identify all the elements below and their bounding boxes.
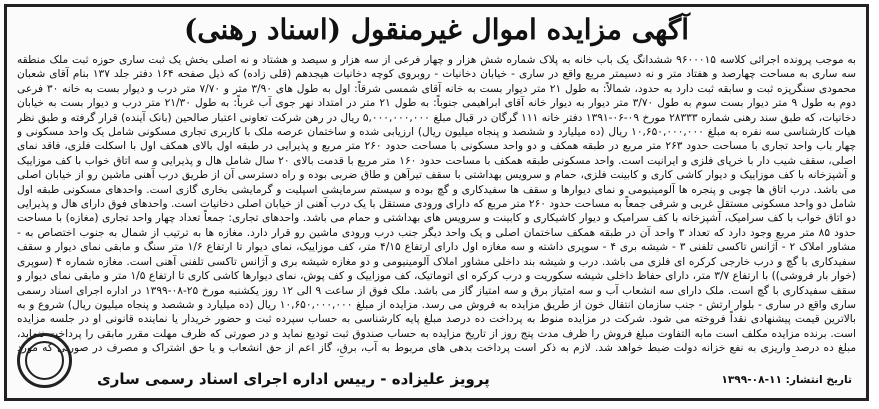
- notice-title: آگهی مزایده اموال غیرمنقول (اسناد رهنی): [183, 13, 690, 46]
- signature: پرویز علیزاده - رییس اداره اجرای اسناد رسمی ساری: [97, 370, 490, 388]
- notice-paragraph: به موجب پرونده اجرائی کلاسه ۹۶۰۰۰۱۵ ششدانگ یک باب خانه به پلاک شماره شش هزار و چهار فرعی از سه هزار و سیصد و هشتاد و نه اصلی بخش یک ثبت ساری حوزه ثبت ملک منطقه سه ساری به مساحت چهارصد و هفتاد متر و نه دسیمتر مربع واقع در ساری - خیابان دخانیات - روبروی کوچه دخانیات هیجدهم (قلی زاده) که ذیل صفحه ۱۶۴ دفتر جلد ۱۳۷ بنام آقای شعبان محمودی سنگرپزه ثبت و سابقه ثبت دارد به حدود، شمالاً: به طول ۲۱ متر دیوار بست به خانه آقای شمسی شرقاً: اول به طول های ۳/۹۰ متر و ۷/۷۰ متر درب و دیوار بست به خانه ۳۰ فرعی دوم به طول ۹ متر دیوار بست سوم به طول ۳/۷۰ متر دیوار به دیوار خانه آقای ابراهیمی جنوباً: به طول ۲۱ متر در امتداد نهر جوی آب غرباً: به طول ۲۱/۳۰ متر درب و دیوار بست به خیابان دخانیات، که طبق سند رهنی شماره ۲۸۳۳۳ مورخ ۰۹-۰۶-۱۳۹۱ دفتر خانه ۱۱۱ گرگان در قبال مبلغ ۵,۰۰۰,۰۰۰,۰۰۰ ریال در رهن شرکت تعاونی اعتبار صالحین (بانک آینده) قرار گرفته و طبق نظر هیات کارشناسی سه نفره به مبلغ ۱۰,۶۵۰,۰۰۰,۰۰۰ ریال (ده میلیارد و ششصد و پنجاه میلیون ریال) ارزیابی شده و ساختمان عرصه ملک با کاربری تجاری مسکونی شامل یک واحد مسکونی و چهار باب واحد تجاری با مساحت حدود ۲۶۳ متر مربع در طبقه همکف و دو واحد مسکونی با مساحت حدود ۲۶۰ متر مربع و پذیرایی در طبقه اول بالای همکف اول با اسکلت فلزی، فاقد نمای اصلی، سقف شیب دار با خرپای فلزی و ایرانیت است. واحد مسکونی طبقه همکف با مساحت حدود ۱۶۰ متر مربع با قدمت بالای ۲۰ سال شامل هال و پذیرایی و سه اتاق خواب با کف موزاییک و آشپزخانه با کف موزاییک و دیوار کاشی کاری و کابینت فلزی، حمام و سرویس بهداشتی با سقف تیرآهن و طاق ضربی بوده و راه دسترسی آن از طریق درب آهنی ماشین رو از خیابان اصلی می باشد. درب اتاق ها چوبی و پنجره ها آلومینیومی و نمای دیوارها و سقف ها سفیدکاری و گچ بوده و سیستم سرمایشی اسپلیت و گرمایشی بخاری گازی است. واحدهای مسکونی طبقه اول شامل دو واحد مسکونی مستقل غربی و شرقی جمعاً به مساحت حدود ۲۶۰ متر مربع که دارای ورودی مستقل با یک درب آهنی از خیابان اصلی دخانیات است. واحدهای فوق دارای هال و پذیرایی دو اتاق خواب با کف سرامیک، آشپزخانه با کف سرامیک و دیوار کاشیکاری و کابینت و سرویس های بهداشتی و حمام می باشد. واحدهای تجاری: جمعاً تعداد چهار واحد تجاری (مغازه) با مساحت حدود ۸۵ متر مربع وجود دارد که تعداد ۳ واحد آن در طبقه همکف ساختمان اصلی و یک واحد دیگر جنب درب ورودی ماشین رو قرار دارد. مغازه ها به ترتیب از شمال به جنوب اختصاص به - مشاور املاک ۲ - آژانس تاکسی تلفنی ۳ - شیشه بری ۴ - سوپری داشته و سه مغازه اول دارای ارتفاع ۴/۱۵ متر، کف موزاییک، نمای دیوار تا ارتفاع ۱/۶ متر سنگ و مابقی نمای دیوار و سقف سفیدکاری با گچ و درب خارجی کرکره ای فلزی می باشد. درب و شیشه بند داخلی مشاور املاک آلومینیومی و دو مغازه شیشه بری و آژانس تاکسی تلفنی آهنی است. مغازه شماره ۴ (سوپری (خوار بار فروشی)) با ارتفاع ۳/۷ متر، دارای حفاظ داخلی شیشه سکوریت و درب کرکره ای اتوماتیک، کف موزاییک و کف پوش، نمای دیوارها کاشی کاری تا ارتفاع ۱/۵ متر و مابقی نمای دیوار و سقف سفیدکاری با گچ است. ملک دارای سه انشعاب آب و سه امتیاز برق و سه امتیاز گاز می باشد. ملک فوق از ساعت ۹ الی ۱۲ روز یکشنبه مورخ ۲۵-۰۸-۱۳۹۹ در اداره اجرای اسناد رسمی ساری واقع در ساری - بلوار ارتش - جنب سازمان انتقال خون از طریق مزایده به فروش می رسد. مزایده از مبلغ ۱۰,۶۵۰,۰۰۰,۰۰۰ ریال (ده میلیارد و ششصد و پنجاه میلیون ریال) شروع و به بالاترین قیمت پیشنهادی نقداً فروخته می شود. شرکت در مزایده منوط به پرداخت ده درصد مبلغ پایه کارشناسی به حساب سپرده ثبت و حضور خریدار یا نماینده قانونی او در جلسه مزایده است. برنده مزایده مکلف است مابه التفاوت مبلغ فروش را ظرف مدت پنج روز از تاریخ مزایده به حساب صندوق ثبت تودیع نماید و در صورتی که ظرف مهلت مقرر مابقی را پرداخت ننماید، مبلغ ده درصد واریزی به نفع خزانه دولت ضبط خواهد شد. لازم به ذکر است پرداخت بدهی های مربوط به آب، برق، گاز اعم از حق انشعاب و یا حق اشتراک و مصرف در صورتی که مورد: [17, 54, 856, 355]
- notice-body: [17, 53, 856, 358]
- seal-inner-ring: [25, 341, 64, 380]
- notice-footer: [97, 358, 852, 388]
- seal-stamp-icon: [17, 333, 72, 388]
- publish-date: تاریخ انتشار: ۱۱-۰۸-۱۳۹۹: [721, 374, 852, 386]
- auction-notice: [4, 4, 869, 401]
